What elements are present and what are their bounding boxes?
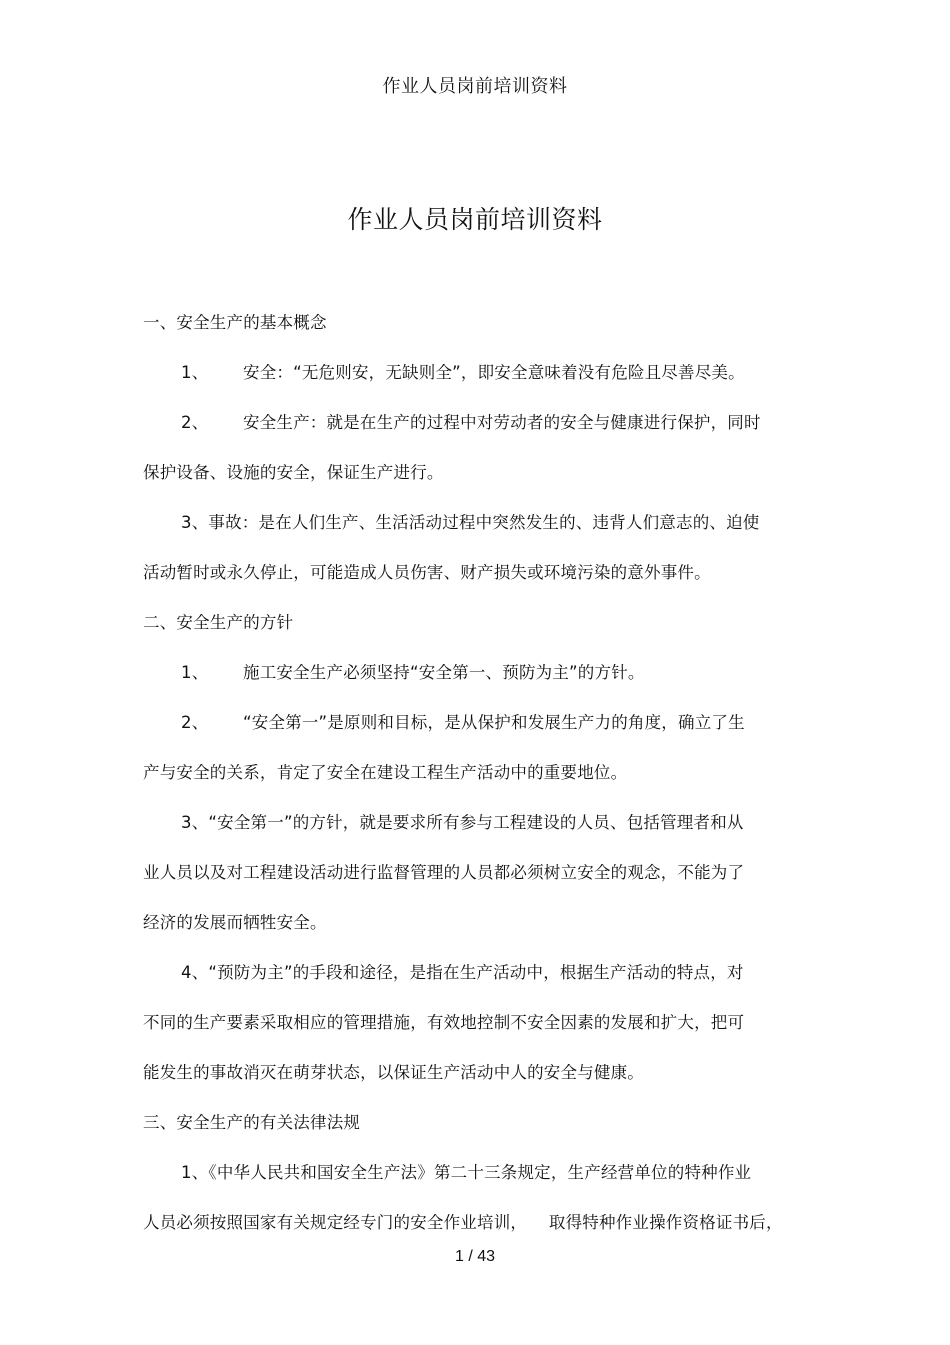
section-heading-3: 三、安全生产的有关法律法规 [143,1113,361,1132]
paragraph-line: 3、“安全第一”的方针，就是要求所有参与工程建设的人员、包括管理者和从 [181,813,744,832]
paragraph-line: 能发生的事故消灭在萌芽状态，以保证生产活动中人的安全与健康。 [143,1063,644,1082]
item-text: “安全第一”是原则和目标，是从保护和发展生产力的角度，确立了生 [243,713,745,732]
paragraph-line: 4、“预防为主”的手段和途径，是指在生产活动中，根据生产活动的特点，对 [181,963,744,982]
paragraph-line: 经济的发展而牺牲安全。 [143,913,327,932]
section-heading-2: 二、安全生产的方针 [143,613,294,632]
paragraph-line: 业人员以及对工程建设活动进行监督管理的人员都必须树立安全的观念，不能为了 [143,863,745,882]
item-text: 安全：“无危则安，无缺则全”，即安全意味着没有危险且尽善尽美。 [243,363,745,382]
list-item [181,409,761,433]
item-text-continued: 产与安全的关系，肯定了安全在建设工程生产活动中的重要地位。 [143,763,628,782]
item-number: 2、 [181,713,209,732]
list-item [181,659,645,683]
item-text-continued: 保护设备、设施的安全，保证生产进行。 [143,463,444,482]
item-text: 施工安全生产必须坚持“安全第一、预防为主”的方针。 [243,663,645,682]
list-item [181,359,745,383]
list-item [181,709,745,733]
item-number: 1、 [181,363,209,382]
paragraph-line: 3、事故：是在人们生产、生活活动过程中突然发生的、违背人们意志的、迫使 [181,513,760,532]
paragraph-line: 1、《中华人民共和国安全生产法》第二十三条规定，生产经营单位的特种作业 [181,1163,752,1182]
paragraph-line: 活动暂时或永久停止，可能造成人员伤害、财产损失或环境污染的意外事件。 [143,563,711,582]
item-number: 1、 [181,663,209,682]
section-heading-1: 一、安全生产的基本概念 [143,313,327,332]
page-number: 1 / 43 [454,1248,496,1265]
paragraph-line: 不同的生产要素采取相应的管理措施，有效地控制不安全因素的发展和扩大，把可 [143,1013,745,1032]
paragraph-line: 人员必须按照国家有关规定经专门的安全作业培训， 取得特种作业操作资格证书后， [143,1213,783,1232]
running-header: 作业人员岗前培训资料 [382,76,568,97]
document-title: 作业人员岗前培训资料 [347,205,603,234]
item-number: 2、 [181,413,209,432]
item-text: 安全生产：就是在生产的过程中对劳动者的安全与健康进行保护，同时 [243,413,761,432]
